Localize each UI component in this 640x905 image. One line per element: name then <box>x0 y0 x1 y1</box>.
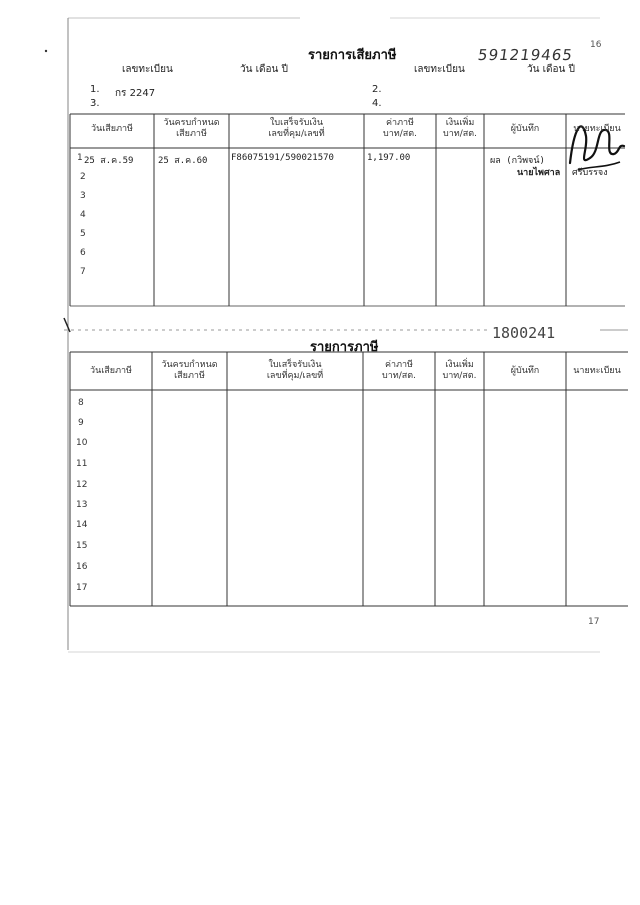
s1-recorder-1: ผล (กวิพจน์) <box>490 156 545 166</box>
s2-row-num: 12 <box>76 480 88 490</box>
s1-header-registrar: นายทะเบียน <box>573 124 621 134</box>
s2-row-num: 9 <box>78 418 84 428</box>
s2-row-num: 13 <box>76 500 88 510</box>
s2-row-num: 14 <box>76 520 88 530</box>
entry-4-num: 4. <box>372 98 382 109</box>
page-number-top: 16 <box>590 40 602 50</box>
s2-header-registrar: นายทะเบียน <box>573 366 621 376</box>
entry-2-num: 2. <box>372 84 382 95</box>
s1-due-date: 25 ส.ค.60 <box>158 156 208 166</box>
s1-header-tax-date: วันเสียภาษี <box>91 124 133 134</box>
s1-header-surcharge: เงินเพิ่ม บาท/สต. <box>443 118 477 139</box>
s1-header-tax: ค่าภาษี บาท/สต. <box>383 118 417 139</box>
entry-1-value: กร 2247 <box>115 88 156 99</box>
handwritten-reg-number: 591219465 <box>476 46 575 64</box>
page-number-bottom: 17 <box>588 617 600 627</box>
s1-row-num: 4 <box>80 210 86 220</box>
s1-recorder-2: นายไพศาล <box>517 168 561 178</box>
stamp-number: 1800241 <box>492 324 556 342</box>
s1-row-num: 7 <box>80 267 86 277</box>
s2-header-recorder: ผู้บันทึก <box>510 366 540 376</box>
s2-header-tax-date: วันเสียภาษี <box>90 366 132 376</box>
s2-header-due-date: วันครบกำหนด เสียภาษี <box>161 360 218 381</box>
s1-tax-amount: 1,197.00 <box>367 153 411 163</box>
section2-title: รายการภาษี <box>310 340 379 355</box>
reg-label-right: เลขทะเบียน <box>414 64 465 75</box>
s1-row-num: 5 <box>80 229 86 239</box>
s2-row-num: 17 <box>76 583 88 593</box>
s1-row-num: 2 <box>80 172 86 182</box>
entry-3-num: 3. <box>90 98 100 109</box>
s2-row-num: 10 <box>76 438 88 448</box>
date-label-right: วัน เดือน ปี <box>527 64 575 75</box>
s2-row-num: 15 <box>76 541 88 551</box>
s2-header-receipt: ใบเสร็จรับเงิน เลขที่คุม/เลขที่ <box>266 360 324 381</box>
s2-row-num: 8 <box>78 398 84 408</box>
date-label-left: วัน เดือน ปี <box>240 64 288 75</box>
s1-registrar: ศรีบรรจง <box>572 168 608 178</box>
s1-header-receipt: ใบเสร็จรับเงิน เลขที่คุม/เลขที่ <box>268 118 325 139</box>
s1-header-due-date: วันครบกำหนด เสียภาษี <box>163 118 220 139</box>
section1-title: รายการเสียภาษี <box>308 48 397 63</box>
s2-header-tax: ค่าภาษี บาท/สต. <box>382 360 416 381</box>
s1-tax-date: 25 ส.ค.59 <box>84 156 134 166</box>
s1-row-num: 1 <box>77 153 83 163</box>
s1-header-recorder: ผู้บันทึก <box>510 124 540 134</box>
s1-row-num: 6 <box>80 248 86 258</box>
s1-receipt: F86075191/590021570 <box>231 153 334 163</box>
entry-1-num: 1. <box>90 84 100 95</box>
s1-row-num: 3 <box>80 191 86 201</box>
s2-row-num: 11 <box>76 459 88 469</box>
reg-label-left: เลขทะเบียน <box>122 64 173 75</box>
s2-header-surcharge: เงินเพิ่ม บาท/สต. <box>442 360 477 381</box>
s2-row-num: 16 <box>76 562 88 572</box>
